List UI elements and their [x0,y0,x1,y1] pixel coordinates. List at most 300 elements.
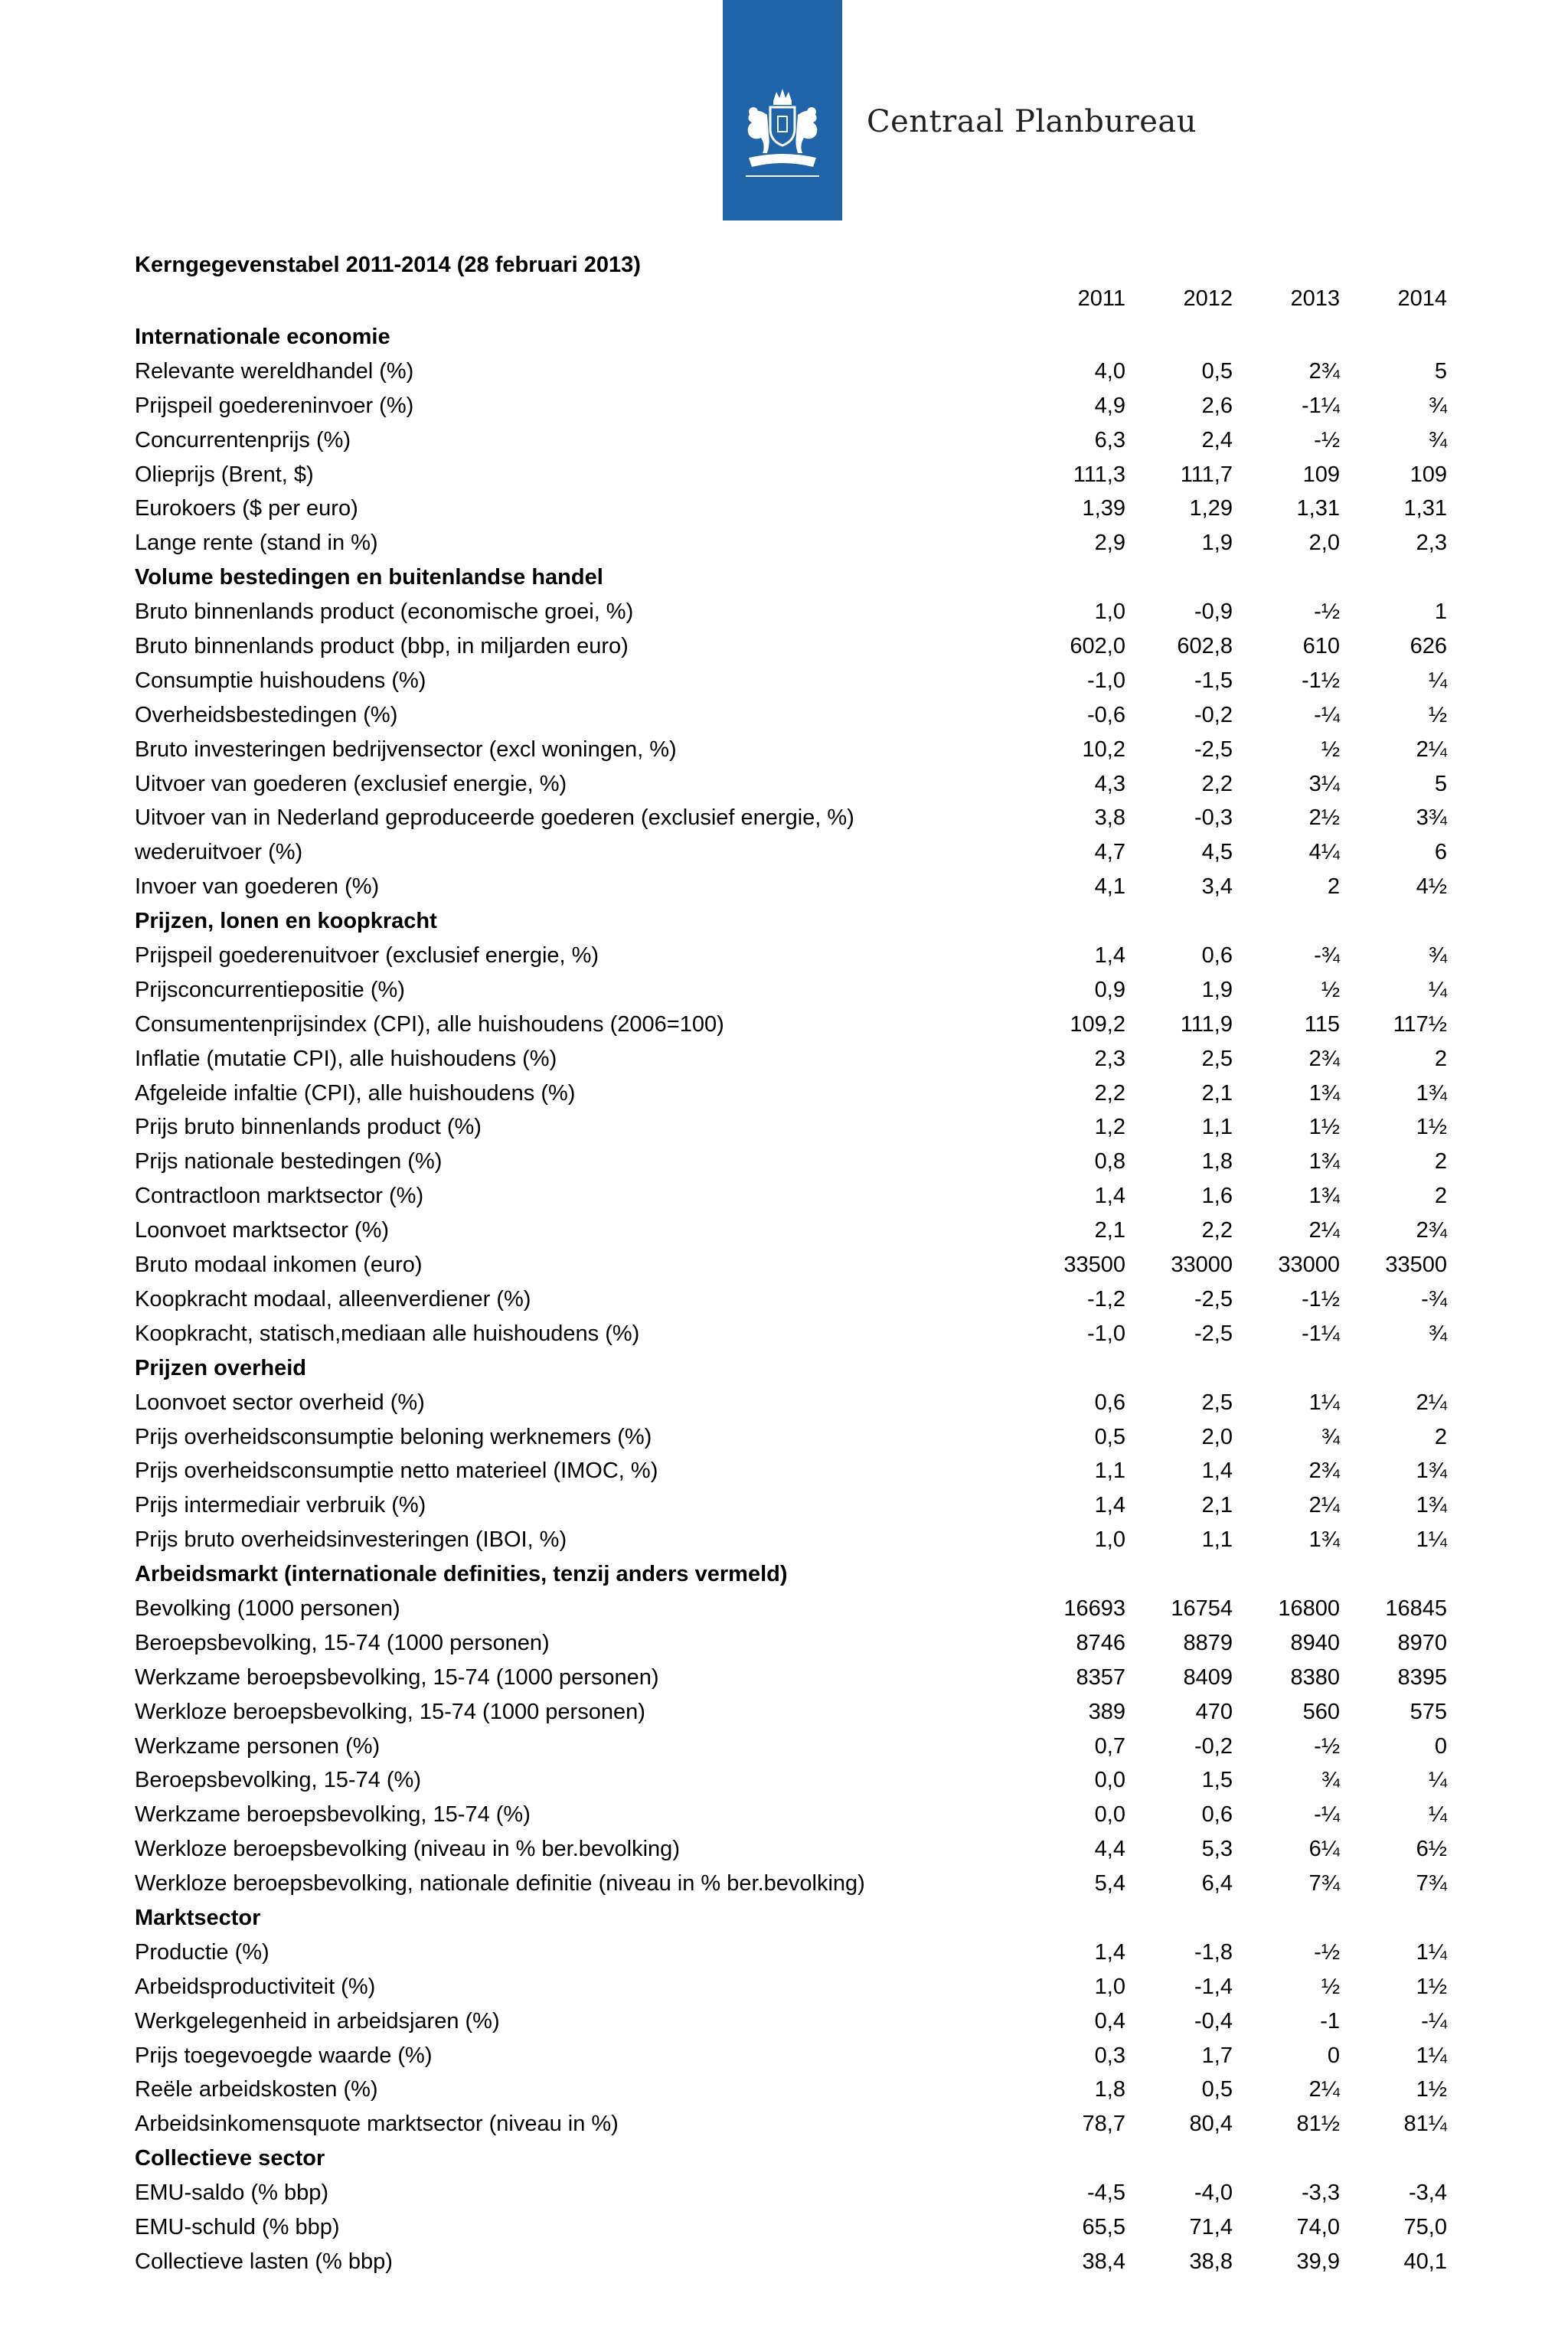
value-cell: 8879 [1183,1630,1233,1655]
value-cell: 1¼ [1416,1939,1447,1965]
value-cell: 2,1 [1201,1080,1233,1106]
value-cell: -4,5 [1087,2180,1125,2206]
value-cell: 81½ [1296,2112,1340,2137]
value-cell: 16845 [1385,1596,1447,1621]
value-cell: 1,1 [1094,1459,1125,1484]
value-cell: -1,0 [1087,1321,1125,1346]
year-header: 2014 [1397,286,1447,311]
row-label: wederuitvoer (%) [135,840,303,865]
row-label: Bruto modaal inkomen (euro) [135,1253,423,1278]
table-row [0,1936,1568,1970]
table-row [0,1042,1568,1076]
value-cell: ½ [1321,737,1340,762]
value-cell: 0 [1434,1733,1447,1759]
value-cell: 2,1 [1201,1493,1233,1518]
value-cell: 0,9 [1094,977,1125,1002]
value-cell: 71,4 [1189,2214,1233,2239]
value-cell: -½ [1314,1939,1340,1965]
value-cell: 16754 [1171,1596,1233,1621]
value-cell: 2,2 [1201,1218,1233,1243]
value-cell: -1¼ [1302,393,1340,418]
value-cell: 2,2 [1201,771,1233,796]
value-cell: 8380 [1290,1664,1340,1690]
table-row [0,629,1568,664]
value-cell: 1¾ [1308,1184,1340,1209]
value-cell: 4,1 [1094,874,1125,900]
table-row [0,2245,1568,2279]
value-cell: 6,3 [1094,427,1125,452]
value-cell: 33500 [1063,1253,1125,1278]
value-cell: 115 [1304,1011,1340,1037]
row-label: Bruto binnenlands product (economische groei, %) [135,599,634,625]
value-cell: 2,9 [1094,531,1125,556]
value-cell: 1¼ [1308,1390,1340,1415]
value-cell: -4,0 [1194,2180,1233,2206]
row-label: Werkzame beroepsbevolking, 15-74 (%) [135,1802,531,1828]
table-row [0,1488,1568,1523]
value-cell: 5 [1434,358,1447,384]
table-row [0,1970,1568,2004]
value-cell: 0,6 [1201,943,1233,969]
value-cell: 3¼ [1308,771,1340,796]
value-cell: 6½ [1416,1837,1447,1862]
table-row [0,1179,1568,1214]
value-cell: 1,8 [1201,1149,1233,1174]
value-cell: 1,31 [1403,496,1447,521]
row-label: Beroepsbevolking, 15-74 (1000 personen) [135,1630,550,1655]
value-cell: ¾ [1321,1768,1340,1793]
value-cell: 2,0 [1308,531,1340,556]
table-row [0,354,1568,389]
row-label: Uitvoer van goederen (exclusief energie, %) [135,771,567,796]
table-row [0,1008,1568,1042]
value-cell: 1,7 [1201,2043,1233,2068]
value-cell: 0,3 [1094,2043,1125,2068]
value-cell: 3¾ [1416,805,1447,831]
value-cell: 3,8 [1094,805,1125,831]
table-row [0,767,1568,802]
section-heading: Prijzen, lonen en koopkracht [135,909,437,934]
value-cell: -1,8 [1194,1939,1233,1965]
value-cell: 111,9 [1180,1011,1233,1037]
value-cell: 0 [1327,2043,1340,2068]
value-cell: 2,6 [1201,393,1233,418]
value-cell: 2,1 [1094,1218,1125,1243]
value-cell: -2,5 [1194,1286,1233,1312]
value-cell: 1,4 [1094,1184,1125,1209]
value-cell: ¾ [1428,943,1447,969]
value-cell: ¾ [1428,1321,1447,1346]
value-cell: -1½ [1302,668,1340,693]
table-row [0,1832,1568,1867]
table-row [0,733,1568,767]
value-cell: 1½ [1308,1115,1340,1140]
value-cell: 1,9 [1201,531,1233,556]
value-cell: 1½ [1416,2077,1447,2102]
value-cell: 2½ [1308,805,1340,831]
value-cell: 6,4 [1201,1871,1233,1896]
year-header-row [0,286,1568,314]
value-cell: -2,5 [1194,737,1233,762]
value-cell: 8940 [1290,1630,1340,1655]
value-cell: -½ [1314,1733,1340,1759]
value-cell: 1,5 [1201,1768,1233,1793]
value-cell: 610 [1302,634,1340,659]
row-label: Prijs nationale bestedingen (%) [135,1149,443,1174]
row-label: Prijsconcurrentiepositie (%) [135,977,405,1002]
value-cell: 75,0 [1403,2214,1447,2239]
value-cell: 560 [1302,1699,1340,1724]
value-cell: 1,8 [1094,2077,1125,2102]
table-row [0,1248,1568,1282]
row-label: Bruto investeringen bedrijvensector (excl woningen, %) [135,737,677,762]
value-cell: 8970 [1397,1630,1447,1655]
table-row [0,973,1568,1008]
section-heading-row [0,320,1568,354]
row-label: Prijs bruto overheidsinvesteringen (IBOI, %) [135,1527,567,1553]
row-label: Koopkracht, statisch,mediaan alle huishoudens (%) [135,1321,640,1346]
organization-name: Centraal Planbureau [867,104,1197,139]
value-cell: 8357 [1076,1664,1125,1690]
value-cell: 2¼ [1308,1493,1340,1518]
row-label: Overheidsbestedingen (%) [135,702,398,727]
section-heading: Arbeidsmarkt (internationale definities, tenzij anders vermeld) [135,1562,788,1587]
table-row [0,1317,1568,1351]
table-row [0,1592,1568,1626]
value-cell: 2 [1434,1184,1447,1209]
value-cell: -¼ [1314,702,1340,727]
value-cell: 4,0 [1094,358,1125,384]
value-cell: 1¾ [1416,1493,1447,1518]
value-cell: ¾ [1428,393,1447,418]
row-label: Prijs intermediair verbruik (%) [135,1493,426,1518]
value-cell: 0,5 [1201,358,1233,384]
value-cell: 8746 [1076,1630,1125,1655]
table-row [0,1420,1568,1455]
section-heading-row [0,1901,1568,1936]
value-cell: 33000 [1278,1253,1340,1278]
row-label: Prijspeil goederenuitvoer (exclusief energie, %) [135,943,599,969]
row-label: Consumptie huishoudens (%) [135,668,426,693]
value-cell: 1 [1434,599,1447,625]
value-cell: 5,3 [1201,1837,1233,1862]
value-cell: 4,7 [1094,840,1125,865]
table-row [0,492,1568,526]
table-row [0,458,1568,492]
value-cell: 38,8 [1189,2249,1233,2274]
value-cell: 8409 [1183,1664,1233,1690]
value-cell: 2,2 [1094,1080,1125,1106]
value-cell: -1 [1320,2008,1340,2034]
value-cell: 33500 [1385,1253,1447,1278]
value-cell: 109 [1410,462,1447,487]
value-cell: -0,2 [1194,1733,1233,1759]
value-cell: 40,1 [1403,2249,1447,2274]
value-cell: 16693 [1063,1596,1125,1621]
value-cell: 1,2 [1094,1115,1125,1140]
value-cell: 602,8 [1177,634,1233,659]
value-cell: 1¾ [1308,1149,1340,1174]
value-cell: 4,5 [1201,840,1233,865]
value-cell: -0,3 [1194,805,1233,831]
value-cell: 1½ [1416,1974,1447,1999]
value-cell: 3,4 [1201,874,1233,900]
value-cell: 2,3 [1094,1046,1125,1071]
row-label: Bevolking (1000 personen) [135,1596,400,1621]
value-cell: 7¾ [1308,1871,1340,1896]
value-cell: 575 [1410,1699,1447,1724]
value-cell: -1¼ [1302,1321,1340,1346]
year-header: 2012 [1183,286,1233,311]
value-cell: -1,4 [1194,1974,1233,1999]
value-cell: 4,3 [1094,771,1125,796]
table-row [0,1214,1568,1248]
section-heading-row [0,560,1568,595]
value-cell: 8395 [1397,1664,1447,1690]
value-cell: 602,0 [1070,634,1125,659]
row-label: Consumentenprijsindex (CPI), alle huishoudens (2006=100) [135,1011,724,1037]
table-row [0,1661,1568,1695]
row-label: Productie (%) [135,1939,270,1965]
value-cell: 2¼ [1416,1390,1447,1415]
row-label: Loonvoet marktsector (%) [135,1218,390,1243]
row-label: Loonvoet sector overheid (%) [135,1390,425,1415]
value-cell: 0,5 [1094,1424,1125,1449]
value-cell: 1,4 [1094,1493,1125,1518]
table-row [0,939,1568,973]
row-label: Relevante wereldhandel (%) [135,358,414,384]
section-heading-row [0,2141,1568,2176]
value-cell: 4½ [1416,874,1447,900]
value-cell: 2 [1327,874,1340,900]
row-label: Concurrentenprijs (%) [135,427,351,452]
value-cell: 1¼ [1416,1527,1447,1553]
section-heading: Internationale economie [135,325,390,349]
value-cell: 1¾ [1308,1527,1340,1553]
value-cell: 1,4 [1201,1459,1233,1484]
value-cell: ¼ [1428,1768,1447,1793]
value-cell: 0,7 [1094,1733,1125,1759]
table-row [0,1867,1568,1901]
value-cell: 1¾ [1308,1080,1340,1106]
value-cell: 6 [1434,840,1447,865]
value-cell: ½ [1321,1974,1340,1999]
value-cell: -1,2 [1087,1286,1125,1312]
table-row [0,2004,1568,2039]
value-cell: 1,0 [1094,1974,1125,1999]
value-cell: -1½ [1302,1286,1340,1312]
table-row [0,870,1568,904]
value-cell: 2 [1434,1149,1447,1174]
value-cell: ½ [1321,977,1340,1002]
value-cell: 5,4 [1094,1871,1125,1896]
value-cell: 1¾ [1416,1459,1447,1484]
value-cell: 78,7 [1082,2112,1125,2137]
value-cell: 4,4 [1094,1837,1125,1862]
row-label: Arbeidsproductiviteit (%) [135,1974,376,1999]
row-label: Lange rente (stand in %) [135,531,378,556]
table-row [0,835,1568,870]
row-label: Olieprijs (Brent, $) [135,462,314,487]
row-label: Prijs overheidsconsumptie netto materieel (IMOC, %) [135,1459,658,1484]
table-row [0,2107,1568,2141]
value-cell: -2,5 [1194,1321,1233,1346]
value-cell: 7¾ [1416,1871,1447,1896]
row-label: Uitvoer van in Nederland geproduceerde goederen (exclusief energie, %) [135,805,854,831]
table-row [0,1730,1568,1764]
value-cell: 117½ [1393,1011,1447,1037]
value-cell: 0,6 [1094,1390,1125,1415]
table-row [0,1386,1568,1420]
row-label: Invoer van goederen (%) [135,874,380,900]
row-label: Werkloze beroepsbevolking (niveau in % ber.bevolking) [135,1837,680,1862]
value-cell: 1,29 [1189,496,1233,521]
table-row [0,423,1568,458]
row-label: Contractloon marktsector (%) [135,1184,424,1209]
value-cell: 2,5 [1201,1046,1233,1071]
year-header: 2013 [1290,286,1340,311]
table-row [0,698,1568,733]
value-cell: 1¾ [1416,1080,1447,1106]
value-cell: -0,4 [1194,2008,1233,2034]
value-cell: 2,0 [1201,1424,1233,1449]
value-cell: -1,5 [1194,668,1233,693]
row-label: Prijspeil goedereninvoer (%) [135,393,414,418]
row-label: Werkloze beroepsbevolking, nationale definitie (niveau in % ber.bevolking) [135,1871,865,1896]
value-cell: 1,1 [1201,1527,1233,1553]
key-figures-table [0,320,1568,2279]
value-cell: 2¾ [1308,358,1340,384]
table-row [0,1626,1568,1661]
value-cell: 10,2 [1082,737,1125,762]
value-cell: 109,2 [1070,1011,1125,1037]
value-cell: 1,9 [1201,977,1233,1002]
value-cell: 2,5 [1201,1390,1233,1415]
value-cell: 1,31 [1296,496,1340,521]
value-cell: 0,6 [1201,1802,1233,1828]
row-label: Beroepsbevolking, 15-74 (%) [135,1768,421,1793]
row-label: Bruto binnenlands product (bbp, in miljarden euro) [135,634,629,659]
row-label: EMU-saldo (% bbp) [135,2180,329,2206]
table-row [0,1454,1568,1488]
row-label: Werkgelegenheid in arbeidsjaren (%) [135,2008,500,2034]
value-cell: 111,3 [1073,462,1125,487]
value-cell: 5 [1434,771,1447,796]
value-cell: -¾ [1421,1286,1447,1312]
row-label: Collectieve lasten (% bbp) [135,2249,393,2274]
value-cell: 39,9 [1296,2249,1340,2274]
row-label: Reële arbeidskosten (%) [135,2077,378,2102]
value-cell: 38,4 [1082,2249,1125,2274]
value-cell: 1,4 [1094,943,1125,969]
value-cell: ¾ [1321,1424,1340,1449]
table-row [0,1145,1568,1179]
value-cell: 0,5 [1201,2077,1233,2102]
value-cell: -½ [1314,599,1340,625]
table-row [0,595,1568,629]
row-label: Werkloze beroepsbevolking, 15-74 (1000 personen) [135,1699,645,1724]
value-cell: 2,3 [1416,531,1447,556]
table-row [0,2210,1568,2245]
value-cell: 2¾ [1308,1046,1340,1071]
row-label: Arbeidsinkomensquote marktsector (niveau in %) [135,2112,619,2137]
value-cell: ¼ [1428,1802,1447,1828]
table-row [0,526,1568,560]
value-cell: 470 [1195,1699,1233,1724]
value-cell: 1,39 [1082,496,1125,521]
value-cell: 4¼ [1308,840,1340,865]
section-heading: Prijzen overheid [135,1355,307,1380]
row-label: Afgeleide infaltie (CPI), alle huishoudens (%) [135,1080,576,1106]
table-row [0,1110,1568,1145]
value-cell: 2 [1434,1046,1447,1071]
table-row [0,1076,1568,1111]
value-cell: ¼ [1428,668,1447,693]
row-label: EMU-schuld (% bbp) [135,2214,340,2239]
row-label: Koopkracht modaal, alleenverdiener (%) [135,1286,531,1312]
value-cell: 111,7 [1180,462,1233,487]
value-cell: 626 [1410,634,1447,659]
value-cell: 2¼ [1416,737,1447,762]
section-heading-row [0,904,1568,939]
value-cell: 2¾ [1416,1218,1447,1243]
section-heading: Collectieve sector [135,2146,325,2171]
value-cell: 2¼ [1308,2077,1340,2102]
table-row [0,2039,1568,2073]
row-label: Prijs overheidsconsumptie beloning werknemers (%) [135,1424,652,1449]
value-cell: 389 [1088,1699,1125,1724]
section-heading-row [0,1351,1568,1386]
value-cell: 1,6 [1201,1184,1233,1209]
value-cell: 0,4 [1094,2008,1125,2034]
value-cell: 74,0 [1296,2214,1340,2239]
table-row [0,1763,1568,1798]
value-cell: 65,5 [1082,2214,1125,2239]
value-cell: -0,2 [1194,702,1233,727]
coat-of-arms-icon [723,0,842,220]
table-row [0,1798,1568,1832]
value-cell: 1,4 [1094,1939,1125,1965]
section-heading: Marktsector [135,1905,261,1930]
value-cell: 2,4 [1201,427,1233,452]
logo-block [723,0,842,220]
value-cell: 1,0 [1094,1527,1125,1553]
value-cell: -½ [1314,427,1340,452]
value-cell: -3,3 [1302,2180,1340,2206]
table-row [0,2073,1568,2107]
row-label: Werkzame personen (%) [135,1733,381,1759]
table-row [0,389,1568,423]
row-label: Eurokoers ($ per euro) [135,496,358,521]
value-cell: 0,8 [1094,1149,1125,1174]
table-row [0,1282,1568,1317]
table-row [0,1695,1568,1730]
year-header: 2011 [1077,286,1125,311]
value-cell: 109 [1302,462,1340,487]
value-cell: 2 [1434,1424,1447,1449]
value-cell: -¾ [1314,943,1340,969]
value-cell: 6¼ [1308,1837,1340,1862]
value-cell: -1,0 [1087,668,1125,693]
value-cell: 1½ [1416,1115,1447,1140]
section-heading: Volume bestedingen en buitenlandse handel [135,565,603,590]
value-cell: ¼ [1428,977,1447,1002]
value-cell: 0,0 [1094,1802,1125,1828]
value-cell: ½ [1428,702,1447,727]
value-cell: 81¼ [1403,2112,1447,2137]
table-row [0,2176,1568,2210]
value-cell: 16800 [1278,1596,1340,1621]
